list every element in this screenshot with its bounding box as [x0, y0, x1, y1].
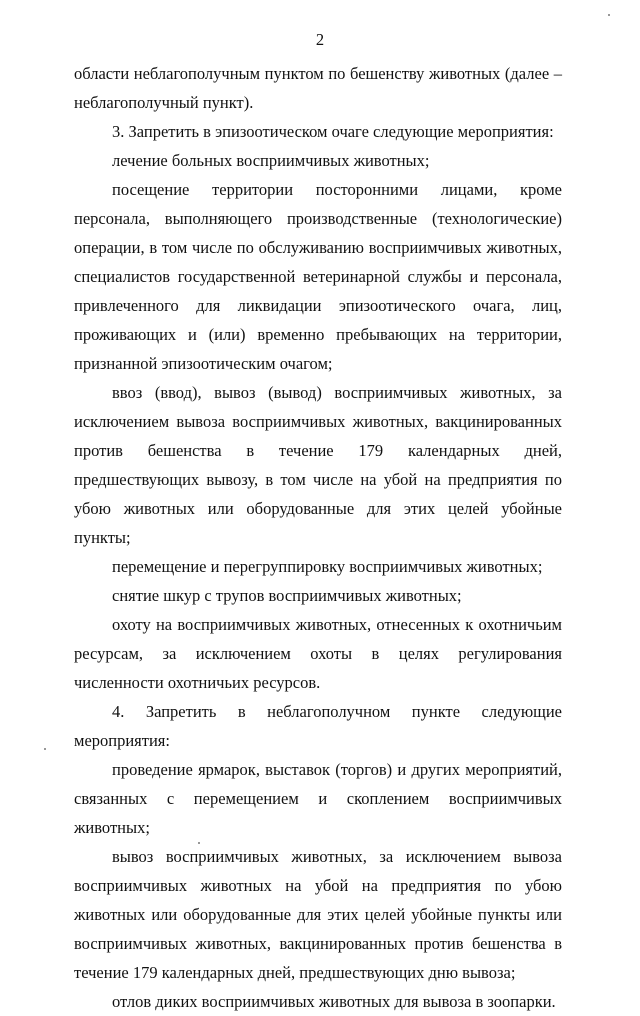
paragraph-import-export: ввоз (ввод), вывоз (вывод) восприимчивых животных, за исключением вывоза восприимчивых животных, вакцинированных против бешенства в течение 179 календарных дней, предшествующих вывозу, в том числе на убой на предприятия по убою животных или оборудованные для этих целей убойные пункты;: [74, 383, 562, 547]
page-number: 2: [315, 30, 325, 49]
scan-speck: [198, 842, 200, 844]
paragraph-treatment: лечение больных восприимчивых животных;: [112, 151, 430, 170]
scan-speck: [44, 748, 46, 750]
paragraph-skinning: снятие шкур с трупов восприимчивых животных;: [112, 586, 462, 605]
paragraph-hunting: охоту на восприимчивых животных, отнесенных к охотничьим ресурсам, за исключением охоты в целях регулирования численности охотничьих ресурсов.: [74, 615, 562, 692]
paragraph-visiting: посещение территории посторонними лицами, кроме персонала, выполняющего производственные (технологические) операции, в том числе по обслуживанию восприимчивых животных, специалистов государственной ветеринарной службы и персонала, привлеченного для ликвидации эпизоотического очага, лиц, проживающих и (или) временно пребывающих на территории, признанной эпизоотическим очагом;: [74, 180, 562, 373]
scan-speck: [608, 14, 610, 16]
paragraph-fairs: проведение ярмарок, выставок (торгов) и других мероприятий, связанных с перемещением и скоплением восприимчивых животных;: [74, 760, 562, 837]
document-body: [74, 59, 562, 1016]
paragraph-item-3: 3. Запретить в эпизоотическом очаге следующие мероприятия:: [112, 122, 554, 141]
paragraph-regrouping: перемещение и перегруппировку восприимчивых животных;: [112, 557, 543, 576]
paragraph-continuation: области неблагополучным пунктом по бешенству животных (далее – неблагополучный пункт).: [74, 64, 562, 112]
paragraph-removal: вывоз восприимчивых животных, за исключением вывоза восприимчивых животных на убой на предприятия по убою животных или оборудованные для этих целей убойные пункты или восприимчивых животных, вакцинированных против бешенства в течение 179 календарных дней, предшествующих дню вывоза;: [74, 847, 562, 982]
paragraph-item-4: 4. Запретить в неблагополучном пункте следующие мероприятия:: [74, 702, 562, 750]
paragraph-capture: отлов диких восприимчивых животных для вывоза в зоопарки.: [112, 992, 556, 1011]
